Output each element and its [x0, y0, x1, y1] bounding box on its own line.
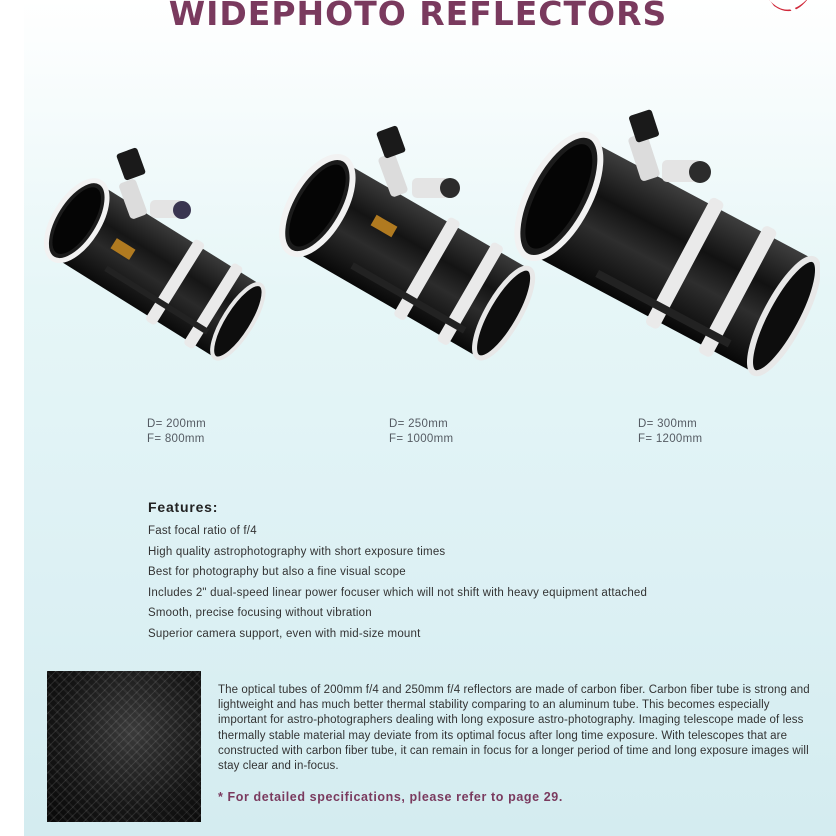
diameter-label: D= 250mm: [389, 418, 448, 430]
brand-logo-icon: [754, 0, 814, 28]
focal-length-label: F= 1000mm: [389, 433, 454, 445]
feature-item: Superior camera support, even with mid-size mount: [148, 627, 421, 640]
spec-200mm: [147, 417, 206, 447]
carbon-fiber-image: [47, 671, 201, 822]
features-heading: Features:: [148, 499, 219, 515]
feature-item: Smooth, precise focusing without vibration: [148, 607, 372, 619]
telescope-300mm-image: [502, 108, 820, 398]
specifications-note: * For detailed specifications, please refer to page 29.: [218, 790, 563, 804]
telescope-200mm-image: [32, 140, 272, 380]
diameter-label: D= 300mm: [638, 418, 697, 430]
features-section: [148, 499, 788, 644]
focal-length-label: F= 800mm: [147, 433, 205, 445]
features-list: [148, 521, 788, 644]
page-title: WIDEPHOTO REFLECTORS: [168, 0, 668, 33]
diameter-label: D= 200mm: [147, 418, 206, 430]
focal-length-label: F= 1200mm: [638, 433, 703, 445]
carbon-fiber-description: The optical tubes of 200mm f/4 and 250mm f/4 reflectors are made of carbon fiber. Carbon fiber tube is strong and lightweight and has much better thermal stability comparing to an aluminum tube. This becomes especially important for astro-photographers dealing with long exposure astro-photography. Imaging telescope made of less thermally stable material may deviate from its optimal focus after long time exposure. With telescopes that are constructed with carbon fiber tube, it can remain in focus for a longer period of time and long exposure images will stay clear and in-focus.: [218, 684, 810, 773]
feature-item: High quality astrophotography with short exposure times: [148, 545, 446, 558]
feature-item: Best for photography but also a fine visual scope: [148, 566, 406, 578]
spec-250mm: [389, 417, 453, 447]
catalog-page: [24, 0, 836, 836]
telescope-250mm-image: [272, 124, 537, 374]
feature-item: Fast focal ratio of f/4: [148, 525, 257, 537]
feature-item: Includes 2" dual-speed linear power focuser which will not shift with heavy equipment attached: [148, 586, 648, 599]
spec-300mm: [638, 417, 702, 447]
